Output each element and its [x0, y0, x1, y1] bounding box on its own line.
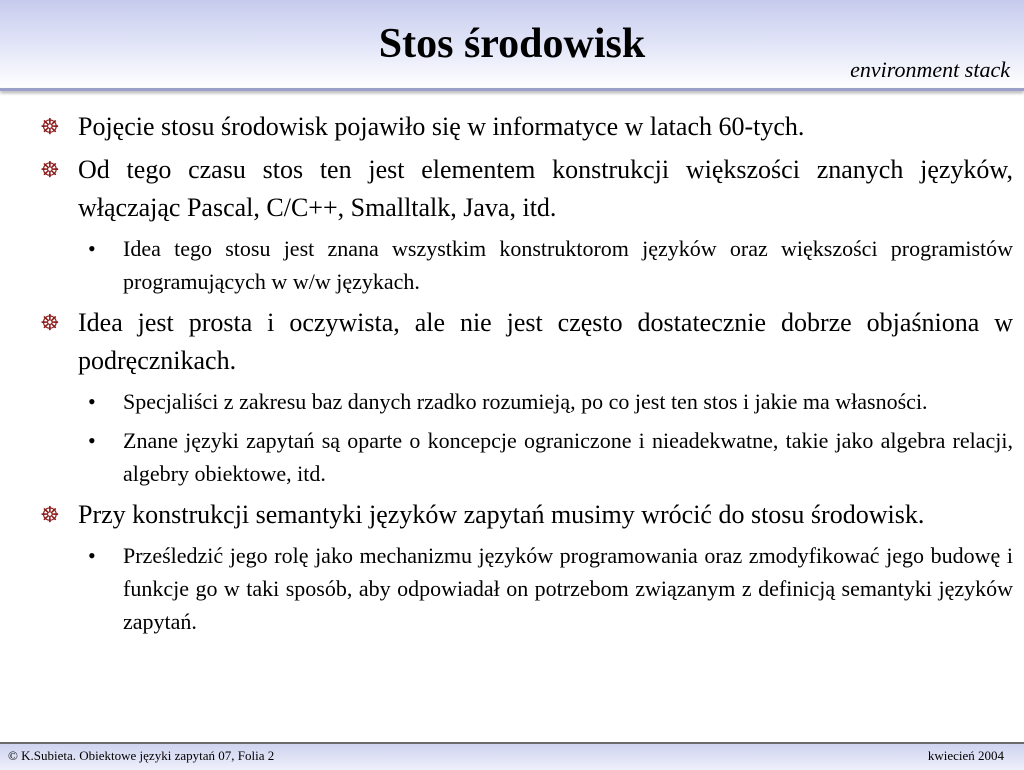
point-text: Przy konstrukcji semantyki języków zapytań musimy wrócić do stosu środowisk. [78, 500, 925, 529]
point-text: Idea jest prosta i oczywista, ale nie jest często dostatecznie dobrze objaśniona w podręcznikach. [78, 308, 1013, 375]
bullet-dot-icon: • [88, 428, 96, 453]
wheel-of-dharma-icon: ☸ [40, 310, 60, 335]
slide-footer [0, 742, 1024, 770]
wheel-of-dharma-icon: ☸ [40, 114, 60, 139]
bullet-dot-icon: • [88, 236, 96, 261]
footer-date: kwiecień 2004 [927, 748, 1004, 763]
sub-list-item [40, 385, 1013, 418]
sub-point-text: Prześledzić jego rolę jako mechanizmu języków programowania oraz zmodyfikować jego budowę i funkcje go w taki sposób, aby odpowiadał on potrzebom związanym z definicją semantyki języków zapytań. [123, 543, 1013, 634]
slide-content [40, 108, 1013, 644]
bullet-dot-icon: • [88, 543, 96, 568]
sub-point-text: Idea tego stosu jest znana wszystkim konstruktorom języków oraz większości programistów programujących w w/w językach. [123, 236, 1013, 294]
wheel-of-dharma-icon: ☸ [40, 157, 60, 182]
point-text: Od tego czasu stos ten jest elementem konstrukcji większości znanych języków, włączając Pascal, C/C++, Smalltalk, Java, itd. [78, 155, 1013, 222]
header-divider [0, 88, 1024, 91]
sub-point-text: Znane języki zapytań są oparte o koncepcje ograniczone i nieadekwatne, takie jako algebra relacji, algebry obiektowe, itd. [123, 428, 1013, 486]
sub-list-item [40, 424, 1013, 490]
list-item [40, 151, 1013, 227]
sub-point-text: Specjaliści z zakresu baz danych rzadko rozumieją, po co jest ten stos i jakie ma własności. [123, 389, 928, 414]
footer-copyright: © K.Subieta. Obiektowe języki zapytań 07, Folia 2 [8, 748, 275, 763]
slide-subtitle: environment stack [850, 57, 1010, 82]
slide-title: Stos środowisk [378, 21, 646, 67]
point-text: Pojęcie stosu środowisk pojawiło się w informatyce w latach 60-tych. [78, 112, 805, 141]
wheel-of-dharma-icon: ☸ [40, 502, 60, 527]
bullet-dot-icon: • [88, 389, 96, 414]
list-item [40, 108, 1013, 146]
sub-list-item [40, 539, 1013, 638]
sub-list-item [40, 232, 1013, 298]
list-item [40, 304, 1013, 380]
list-item [40, 496, 1013, 534]
